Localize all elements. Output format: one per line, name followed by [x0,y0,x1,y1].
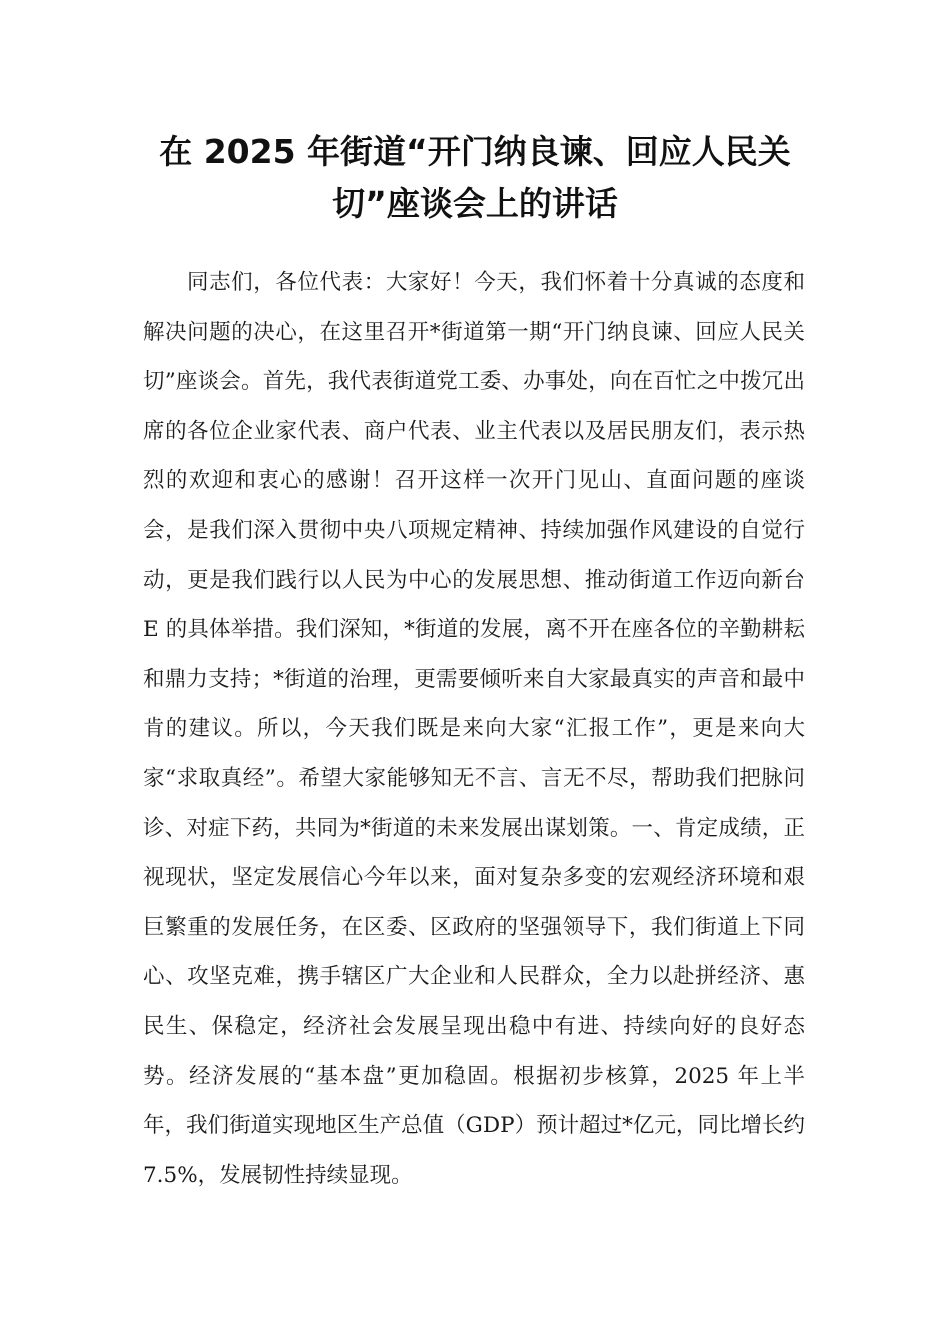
document-title: 在 2025 年街道“开门纳良谏、回应人民关切”座谈会上的讲话 [159,132,791,223]
speech-body-paragraph: 同志们，各位代表：大家好！今天，我们怀着十分真诚的态度和解决问题的决心，在这里召开*街道第一期“开门纳良谏、回应人民关切”座谈会。首先，我代表街道党工委、办事处，向在百忙之中拨冗出席的各位企业家代表、商户代表、业主代表以及居民朋友们，表示热烈的欢迎和衷心的感谢！召开这样一次开门见山、直面问题的座谈会，是我们深入贯彻中央八项规定精神、持续加强作风建设的自觉行动，更是我们践行以人民为中心的发展思想、推动街道工作迈向新台 E 的具体举措。我们深知，*街道的发展，离不开在座各位的辛勤耕耘和鼎力支持；*街道的治理，更需要倾听来自大家最真实的声音和最中肯的建议。所以，今天我们既是来向大家“汇报工作”，更是来向大家“求取真经”。希望大家能够知无不言、言无不尽，帮助我们把脉问诊、对症下药，共同为*街道的未来发展出谋划策。一、肯定成绩，正视现状，坚定发展信心今年以来，面对复杂多变的宏观经济环境和艰巨繁重的发展任务，在区委、区政府的坚强领导下，我们街道上下同心、攻坚克难，携手辖区广大企业和人民群众，全力以赴拼经济、惠民生、保稳定，经济社会发展呈现出稳中有进、持续向好的良好态势。经济发展的“基本盘”更加稳固。根据初步核算，2025 年上半年，我们街道实现地区生产总值（GDP）预计超过*亿元，同比增长约 7.5%，发展韧性持续显现。 [143,270,805,1188]
